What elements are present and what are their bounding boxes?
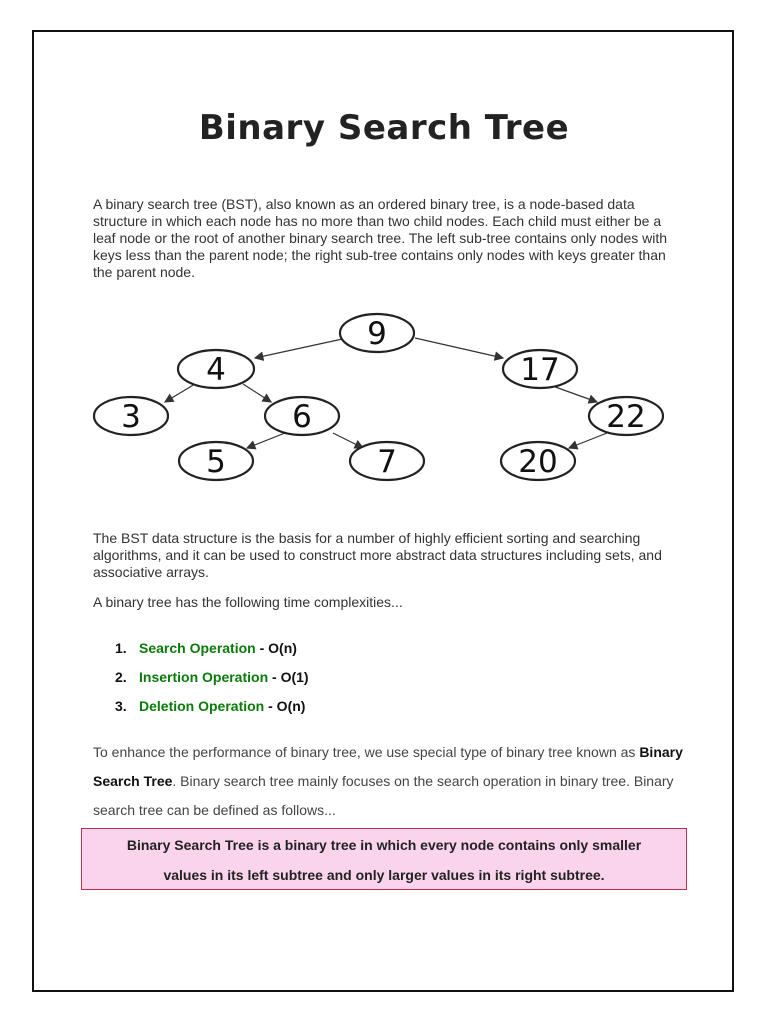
tree-node (589, 397, 663, 435)
complexities-intro: A binary tree has the following time complexities... (93, 594, 403, 610)
enhance-paragraph (93, 738, 693, 825)
tree-node (265, 397, 339, 435)
edge-9-17 (415, 338, 503, 358)
edge-4-6 (243, 384, 271, 402)
list-number: 3. (115, 698, 127, 714)
edge-4-3 (165, 384, 195, 402)
node-label: 7 (377, 444, 397, 480)
node-label: 4 (206, 352, 226, 388)
list-item (115, 665, 309, 694)
operation-name: Insertion Operation (139, 669, 269, 685)
tree-node (178, 350, 254, 388)
tree-node (501, 442, 575, 480)
definition-box (81, 828, 687, 890)
operation-name: Search Operation (139, 640, 256, 656)
tree-node (503, 350, 577, 388)
tree-node (340, 314, 414, 352)
edge-9-4 (255, 338, 347, 358)
list-item (115, 636, 309, 665)
edge-22-20 (569, 433, 607, 448)
operation-complexity: - O(n) (264, 698, 306, 714)
intro-paragraph: A binary search tree (BST), also known as an ordered binary tree, is a node-based data structure in which each node has no more than two child nodes. Each child must either be a leaf node or the root of another binary search tree. The left sub-tree contains only nodes with keys less than the parent node; the right sub-tree contains only nodes with keys greater than the parent node. (93, 196, 668, 280)
tree-node (94, 397, 168, 435)
definition-line-2: values in its left subtree and only larger values in its right subtree. (163, 867, 605, 883)
operation-complexity: - O(n) (255, 640, 297, 656)
page-title: Binary Search Tree (198, 108, 570, 148)
node-label: 22 (606, 399, 646, 435)
enhance-text-rest: . Binary search tree mainly focuses on the search operation in binary tree. Binary search tree can be defined as follows... (93, 773, 674, 818)
tree-node (179, 442, 253, 480)
node-label: 20 (518, 444, 558, 480)
bst-diagram (85, 306, 675, 486)
node-label: 6 (292, 399, 312, 435)
enhance-bold-term: Binary Search Tree (93, 744, 683, 789)
node-label: 9 (367, 316, 387, 352)
list-item (115, 694, 309, 723)
node-label: 5 (206, 444, 226, 480)
tree-node (350, 442, 424, 480)
list-number: 2. (115, 669, 127, 685)
edge-6-7 (333, 433, 363, 448)
node-label: 17 (520, 352, 560, 388)
complexity-list (115, 636, 309, 723)
node-label: 3 (121, 399, 141, 435)
edge-6-5 (247, 433, 285, 448)
list-number: 1. (115, 640, 127, 656)
operation-complexity: - O(1) (268, 669, 309, 685)
operation-name: Deletion Operation (139, 698, 265, 714)
definition-line-1: Binary Search Tree is a binary tree in which every node contains only smaller (126, 837, 642, 853)
enhance-text: To enhance the performance of binary tree, we use special type of binary tree known as (93, 744, 640, 760)
bst-basis-paragraph: The BST data structure is the basis for a number of highly efficient sorting and searching algorithms, and it can be used to construct more abstract data structures including sets, and associative arrays. (93, 530, 662, 580)
